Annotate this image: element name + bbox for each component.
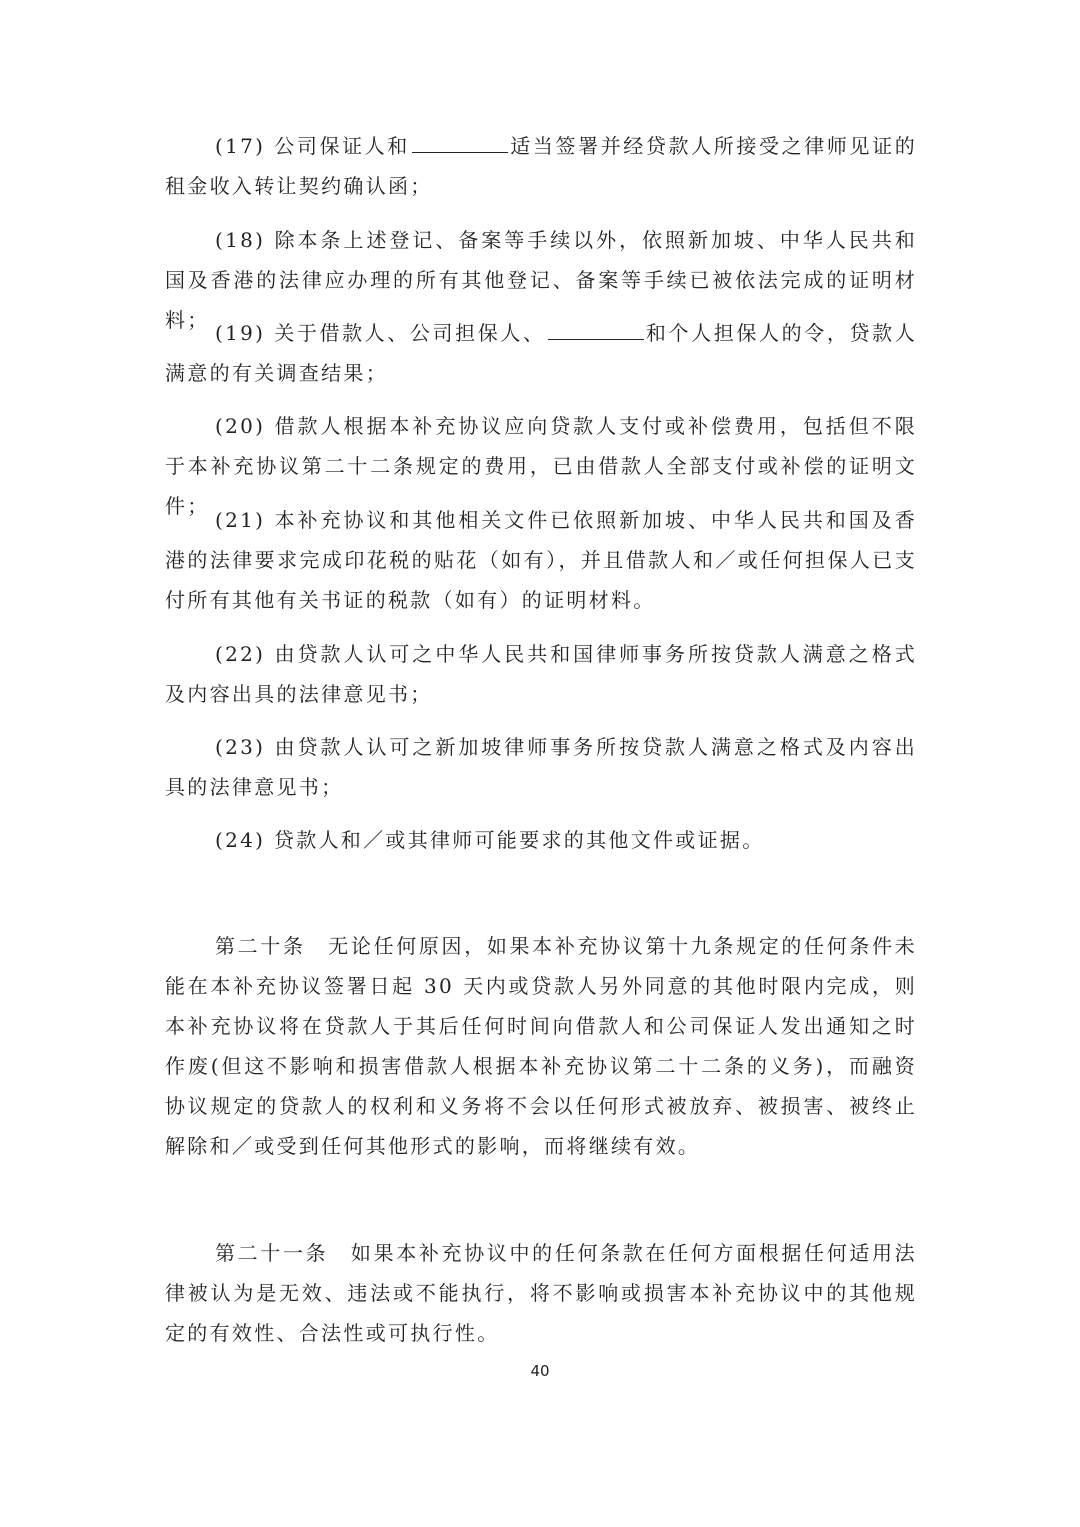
clause-item-19 — [165, 313, 917, 393]
article-21 — [165, 1233, 917, 1353]
blank-line — [412, 130, 508, 153]
clause-item-20-text: (20) 借款人根据本补充协议应向贷款人支付或补偿费用，包括但不限于本补充协议第二十二条规定的费用，已由借款人全部支付或补偿的证明文件； — [165, 414, 917, 518]
clause-item-22-text: (22) 由贷款人认可之中华人民共和国律师事务所按贷款人满意之格式及内容出具的法律意见书； — [165, 642, 917, 706]
article-21-text: 第二十一条 如果本补充协议中的任何条款在任何方面根据任何适用法律被认为是无效、违法或不能执行，将不影响或损害本补充协议中的其他规定的有效性、合法性或可执行性。 — [165, 1241, 917, 1345]
clause-item-24-text: (24) 贷款人和／或其律师可能要求的其他文件或证据。 — [215, 828, 765, 852]
clause-item-18-text: (18) 除本条上述登记、备案等手续以外，依照新加坡、中华人民共和国及香港的法律应办理的所有其他登记、备案等手续已被依法完成的证明材料； — [165, 228, 917, 332]
blank-line — [548, 317, 644, 340]
clause-item-21-text: (21) 本补充协议和其他相关文件已依照新加坡、中华人民共和国及香港的法律要求完成印花税的贴花（如有），并且借款人和／或任何担保人已支付所有其他有关书证的税款（如有）的证明材料。 — [165, 508, 917, 612]
clause-item-17 — [165, 126, 917, 206]
article-20-text: 第二十条 无论任何原因，如果本补充协议第十九条规定的任何条件未能在本补充协议签署日起 30 天内或贷款人另外同意的其他时限内完成，则本补充协议将在贷款人于其后任何时间向借款人和公司保证人发出通知之时作废(但这不影响和损害借款人根据本补充协议第二十二条的义务)，而融资协议规定的贷款人的权利和义务将不会以任何形式被放弃、被损害、被终止解除和／或受到任何其他形式的影响，而将继续有效。 — [165, 934, 917, 1158]
clause-item-21 — [165, 500, 917, 620]
clause-item-23 — [165, 727, 917, 807]
clause-item-24 — [165, 820, 917, 860]
clause-item-22 — [165, 634, 917, 714]
clause-item-19-text-before: (19) 关于借款人、公司担保人、 — [215, 321, 546, 345]
clause-item-23-text: (23) 由贷款人认可之新加坡律师事务所按贷款人满意之格式及内容出具的法律意见书； — [165, 735, 917, 799]
clause-item-19-text-after: 和个人担保人的令，贷款人满意的有关调查结果； — [165, 321, 917, 385]
article-20 — [165, 926, 917, 1166]
clause-item-17-text-after: 适当签署并经贷款人所接受之律师见证的租金收入转让契约确认函； — [165, 134, 917, 198]
clause-item-17-text-before: (17) 公司保证人和 — [215, 134, 410, 158]
page-number: 40 — [530, 1362, 550, 1380]
